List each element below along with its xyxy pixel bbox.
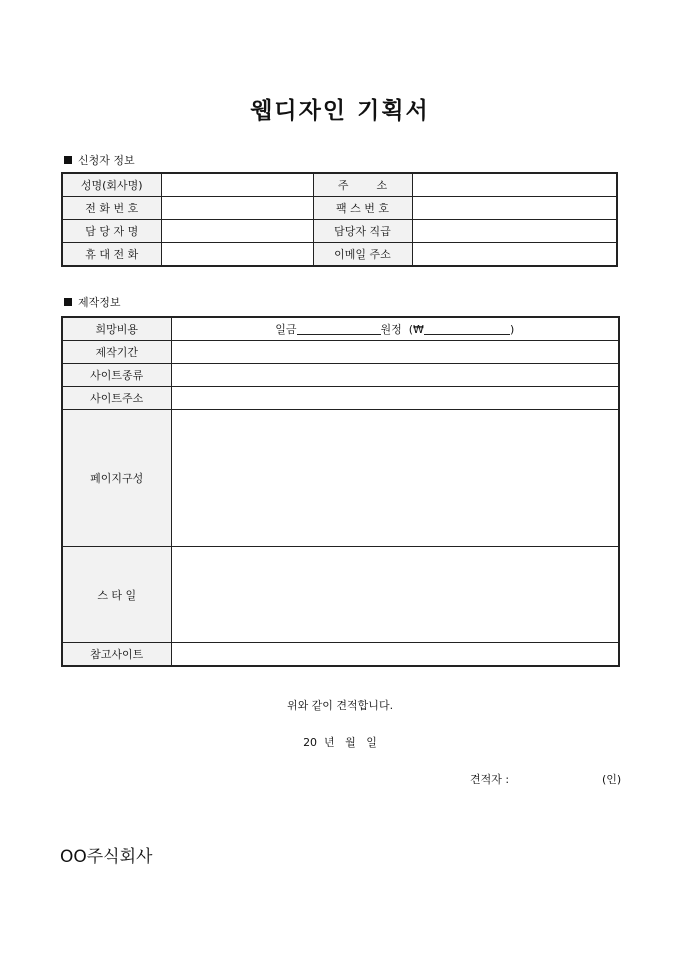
table-row [62, 173, 617, 197]
table-row [62, 387, 619, 410]
site-url-label: 사이트주소 [62, 387, 171, 410]
table-row [62, 220, 617, 243]
email-label: 이메일 주소 [313, 243, 412, 267]
table-row [62, 364, 619, 387]
table-row [62, 643, 619, 667]
style-label: 스 타 일 [62, 547, 171, 643]
date-text: 20 년 월 일 [303, 736, 377, 749]
square-bullet-icon [64, 156, 72, 164]
contact-position-field[interactable] [412, 220, 617, 243]
production-info-table [61, 316, 620, 667]
reference-site-field[interactable] [171, 643, 619, 667]
budget-prefix: 일금 [275, 323, 297, 336]
table-row [62, 547, 619, 643]
seal-text: (인) [602, 773, 622, 786]
table-row [62, 341, 619, 364]
site-type-field[interactable] [171, 364, 619, 387]
table-row [62, 243, 617, 267]
company-name: OO주식회사 [60, 847, 153, 867]
document-title: 웹디자인 기획서 [250, 98, 430, 124]
section-applicant-label: 신청자 정보 [78, 154, 135, 167]
budget-mid: 원정 (₩ [380, 323, 424, 336]
fax-field[interactable] [412, 197, 617, 220]
budget-label: 희망비용 [62, 317, 171, 341]
name-label: 성명(회사명) [62, 173, 161, 197]
mobile-label: 휴 대 전 화 [62, 243, 161, 267]
mobile-field[interactable] [161, 243, 313, 267]
period-field[interactable] [171, 341, 619, 364]
name-field[interactable] [161, 173, 313, 197]
style-field[interactable] [171, 547, 619, 643]
budget-field[interactable] [171, 317, 619, 341]
section-applicant-heading [64, 152, 135, 168]
table-row [62, 197, 617, 220]
phone-field[interactable] [161, 197, 313, 220]
contact-name-field[interactable] [161, 220, 313, 243]
fax-label: 팩 스 번 호 [313, 197, 412, 220]
page-structure-field[interactable] [171, 410, 619, 547]
estimator-field[interactable] [526, 769, 598, 783]
statement-text: 위와 같이 견적합니다. [286, 699, 394, 712]
page-structure-label: 페이지구성 [62, 410, 171, 547]
address-field[interactable] [412, 173, 617, 197]
estimator-label: 견적자 : [470, 773, 510, 786]
site-type-label: 사이트종류 [62, 364, 171, 387]
square-bullet-icon [64, 298, 72, 306]
address-label: 주 소 [313, 173, 412, 197]
budget-suffix: ) [509, 323, 515, 336]
contact-name-label: 담 당 자 명 [62, 220, 161, 243]
applicant-info-table [61, 172, 618, 267]
site-url-field[interactable] [171, 387, 619, 410]
table-row [62, 410, 619, 547]
section-production-label: 제작정보 [78, 296, 121, 309]
section-production-heading [64, 294, 121, 310]
budget-amount-blank[interactable] [297, 323, 381, 335]
budget-won-blank[interactable] [424, 323, 510, 335]
phone-label: 전 화 번 호 [62, 197, 161, 220]
email-field[interactable] [412, 243, 617, 267]
table-row [62, 317, 619, 341]
contact-position-label: 담당자 직급 [313, 220, 412, 243]
period-label: 제작기간 [62, 341, 171, 364]
reference-site-label: 참고사이트 [62, 643, 171, 667]
